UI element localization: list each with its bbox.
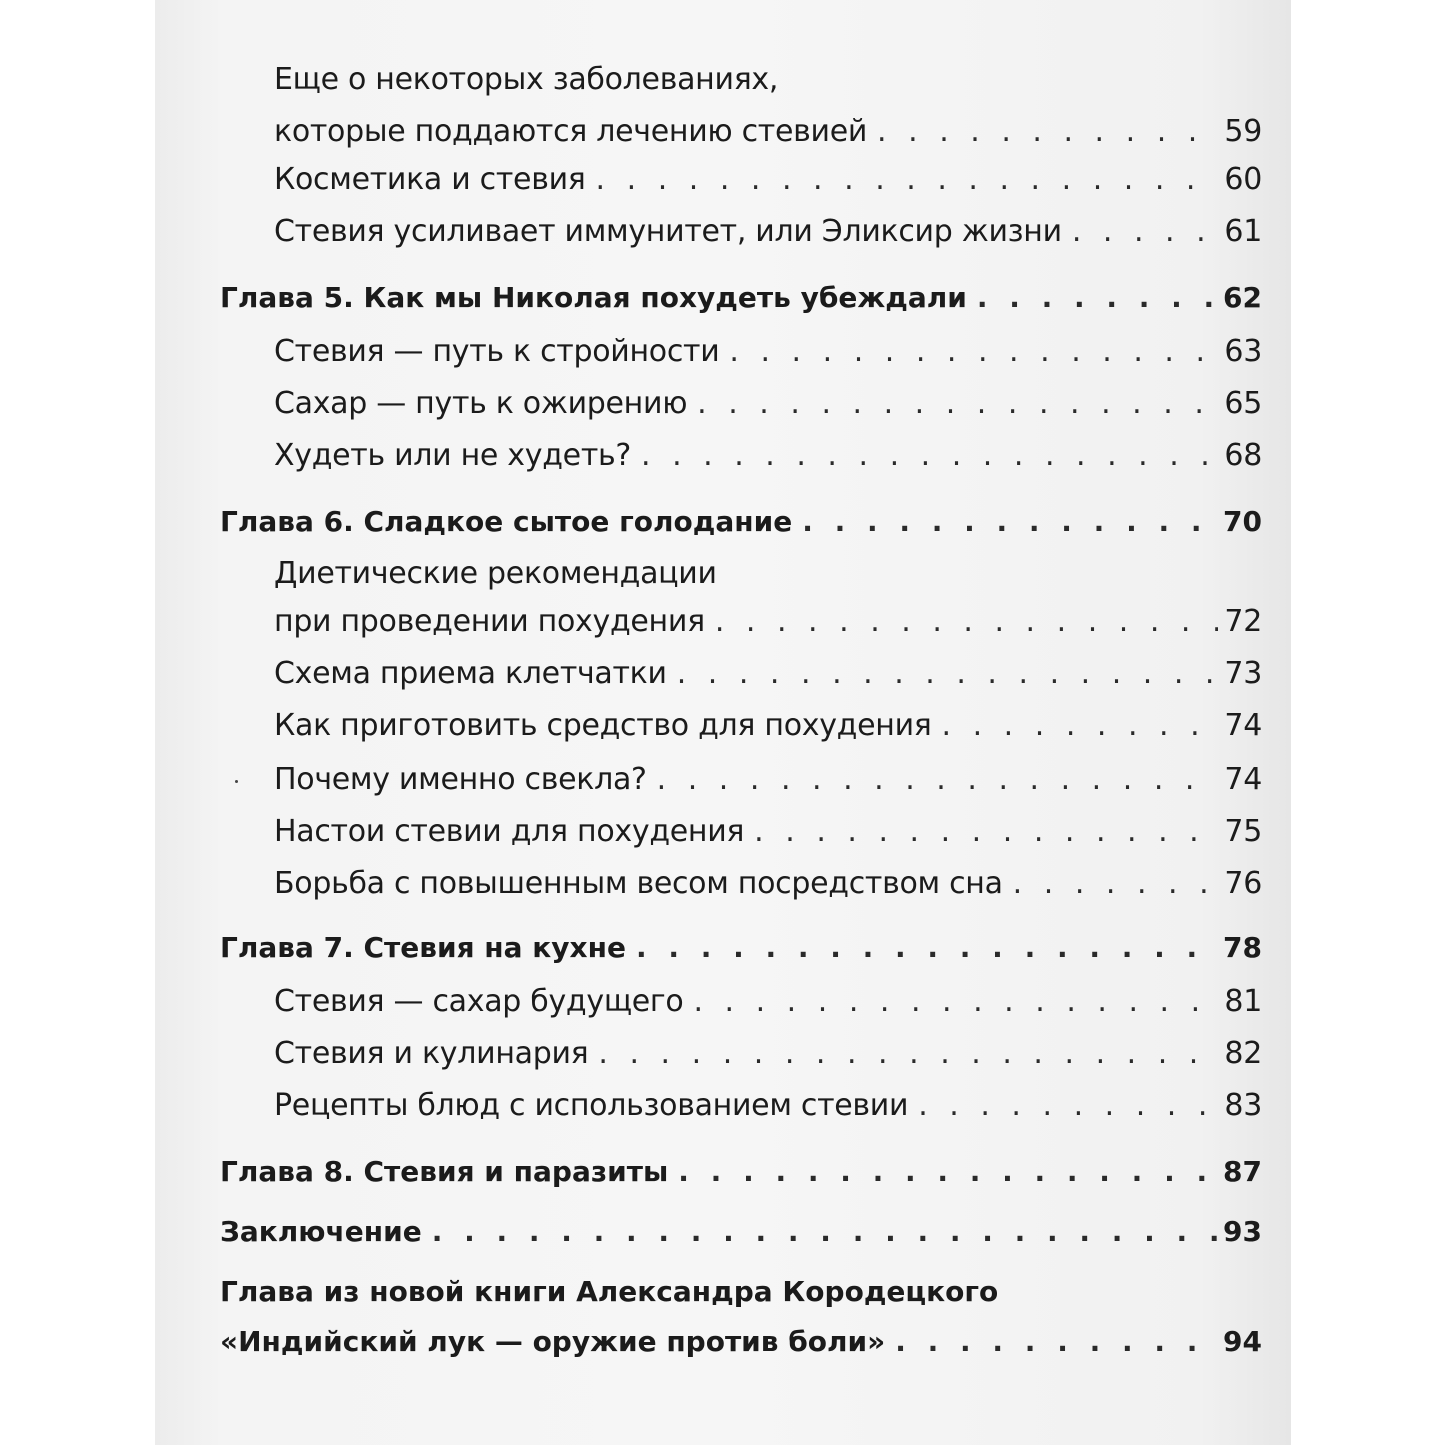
- toc-entry[interactable]: [220, 708, 1262, 744]
- dot-leader: [678, 1154, 1218, 1190]
- toc-entry-line: Еще о некоторых заболеваниях,: [274, 62, 779, 97]
- dot-leader: [977, 280, 1218, 316]
- toc-entry[interactable]: [220, 866, 1262, 902]
- toc-page-number: 82: [1224, 1036, 1262, 1071]
- toc-page-number: 74: [1224, 708, 1262, 743]
- toc-entry[interactable]: [220, 214, 1262, 250]
- toc-chapter-title: Глава 5. Как мы Николая похудеть убеждали: [220, 281, 967, 314]
- toc-chapter[interactable]: [220, 1154, 1262, 1190]
- dot-leader: [432, 1214, 1218, 1250]
- toc-entry-title: Схема приема клетчатки: [274, 656, 667, 691]
- toc-entry-title: при проведении похудения: [274, 604, 705, 639]
- toc-page-number: 60: [1224, 162, 1262, 197]
- toc-chapter-line: Глава из новой книги Александра Кородецкого: [220, 1275, 999, 1308]
- dot-leader: [657, 762, 1218, 798]
- dot-leader: [1072, 214, 1218, 250]
- toc-entry[interactable]: [220, 814, 1262, 850]
- toc-page-number: 83: [1224, 1088, 1262, 1123]
- toc-page-number: 59: [1224, 114, 1262, 149]
- toc-entry[interactable]: [220, 114, 1262, 150]
- toc-page-number: 62: [1223, 281, 1262, 314]
- toc-entry-title: Настои стевии для похудения: [274, 814, 745, 849]
- dot-leader: [877, 114, 1218, 150]
- toc-entry-line: Диетические рекомендации: [274, 556, 717, 591]
- toc-page-number: 73: [1224, 656, 1262, 691]
- dot-leader: [693, 984, 1218, 1020]
- toc-page-number: 76: [1224, 866, 1262, 901]
- toc-chapter-title: Глава 6. Сладкое сытое голодание: [220, 505, 793, 538]
- toc-entry-title: Сахар — путь к ожирению: [274, 386, 688, 421]
- toc-entry-title: которые поддаются лечению стевией: [274, 114, 868, 149]
- dot-leader: [942, 708, 1218, 744]
- dot-leader: [677, 656, 1218, 692]
- toc-entry[interactable]: [220, 162, 1262, 198]
- dot-leader: [895, 1324, 1218, 1360]
- toc-entry-title: Стевия — путь к стройности: [274, 334, 720, 369]
- dot-leader: [1013, 866, 1218, 902]
- toc-chapter-title: Глава 8. Стевия и паразиты: [220, 1155, 669, 1188]
- toc-entry-title: Как приготовить средство для похудения: [274, 708, 932, 743]
- dot-leader: [729, 334, 1218, 370]
- dot-leader: [697, 386, 1218, 422]
- toc-page-number: 81: [1224, 984, 1262, 1019]
- dot-leader: [802, 504, 1218, 540]
- table-of-contents: [220, 0, 1262, 1445]
- toc-chapter[interactable]: [220, 930, 1262, 966]
- toc-page-number: 70: [1223, 505, 1262, 538]
- dot-leader: [918, 1088, 1218, 1124]
- stray-mark: [235, 780, 238, 783]
- dot-leader: [596, 162, 1218, 198]
- toc-entry-title: Рецепты блюд с использованием стевии: [274, 1088, 909, 1123]
- toc-entry[interactable]: [220, 604, 1262, 640]
- toc-chapter[interactable]: [220, 280, 1262, 316]
- toc-page-number: 87: [1223, 1155, 1262, 1188]
- toc-entry[interactable]: [220, 1088, 1262, 1124]
- toc-entry[interactable]: [220, 334, 1262, 370]
- toc-entry-title: Стевия усиливает иммунитет, или Эликсир жизни: [274, 214, 1062, 249]
- toc-entry[interactable]: [220, 984, 1262, 1020]
- toc-chapter-title: «Индийский лук — оружие против боли»: [220, 1325, 886, 1358]
- toc-entry[interactable]: [220, 762, 1262, 798]
- toc-entry-title: Почему именно свекла?: [274, 762, 647, 797]
- dot-leader: [754, 814, 1218, 850]
- toc-entry[interactable]: [220, 656, 1262, 692]
- toc-chapter-title: Заключение: [220, 1215, 422, 1248]
- toc-chapter[interactable]: [220, 1324, 1262, 1360]
- toc-entry-title: Борьба с повышенным весом посредством сна: [274, 866, 1003, 901]
- toc-page-number: 75: [1224, 814, 1262, 849]
- toc-page-number: 65: [1224, 386, 1262, 421]
- toc-page-number: 63: [1224, 334, 1262, 369]
- toc-page-number: 94: [1223, 1325, 1262, 1358]
- toc-entry[interactable]: [220, 386, 1262, 422]
- toc-entry-title: Стевия — сахар будущего: [274, 984, 684, 1019]
- toc-page-number: 74: [1224, 762, 1262, 797]
- dot-leader: [636, 930, 1218, 966]
- toc-entry-title: Худеть или не худеть?: [274, 438, 631, 473]
- toc-chapter[interactable]: [220, 1214, 1262, 1250]
- dot-leader: [598, 1036, 1218, 1072]
- toc-page-number: 61: [1224, 214, 1262, 249]
- toc-page-number: 78: [1223, 931, 1262, 964]
- dot-leader: [641, 438, 1218, 474]
- dot-leader: [715, 604, 1218, 640]
- toc-page-number: 72: [1224, 604, 1262, 639]
- toc-entry[interactable]: [220, 438, 1262, 474]
- toc-entry[interactable]: [220, 1036, 1262, 1072]
- toc-page-number: 93: [1223, 1215, 1262, 1248]
- toc-entry-title: Стевия и кулинария: [274, 1036, 589, 1071]
- toc-page-number: 68: [1224, 438, 1262, 473]
- toc-entry-title: Косметика и стевия: [274, 162, 586, 197]
- toc-chapter-title: Глава 7. Стевия на кухне: [220, 931, 626, 964]
- toc-chapter[interactable]: [220, 504, 1262, 540]
